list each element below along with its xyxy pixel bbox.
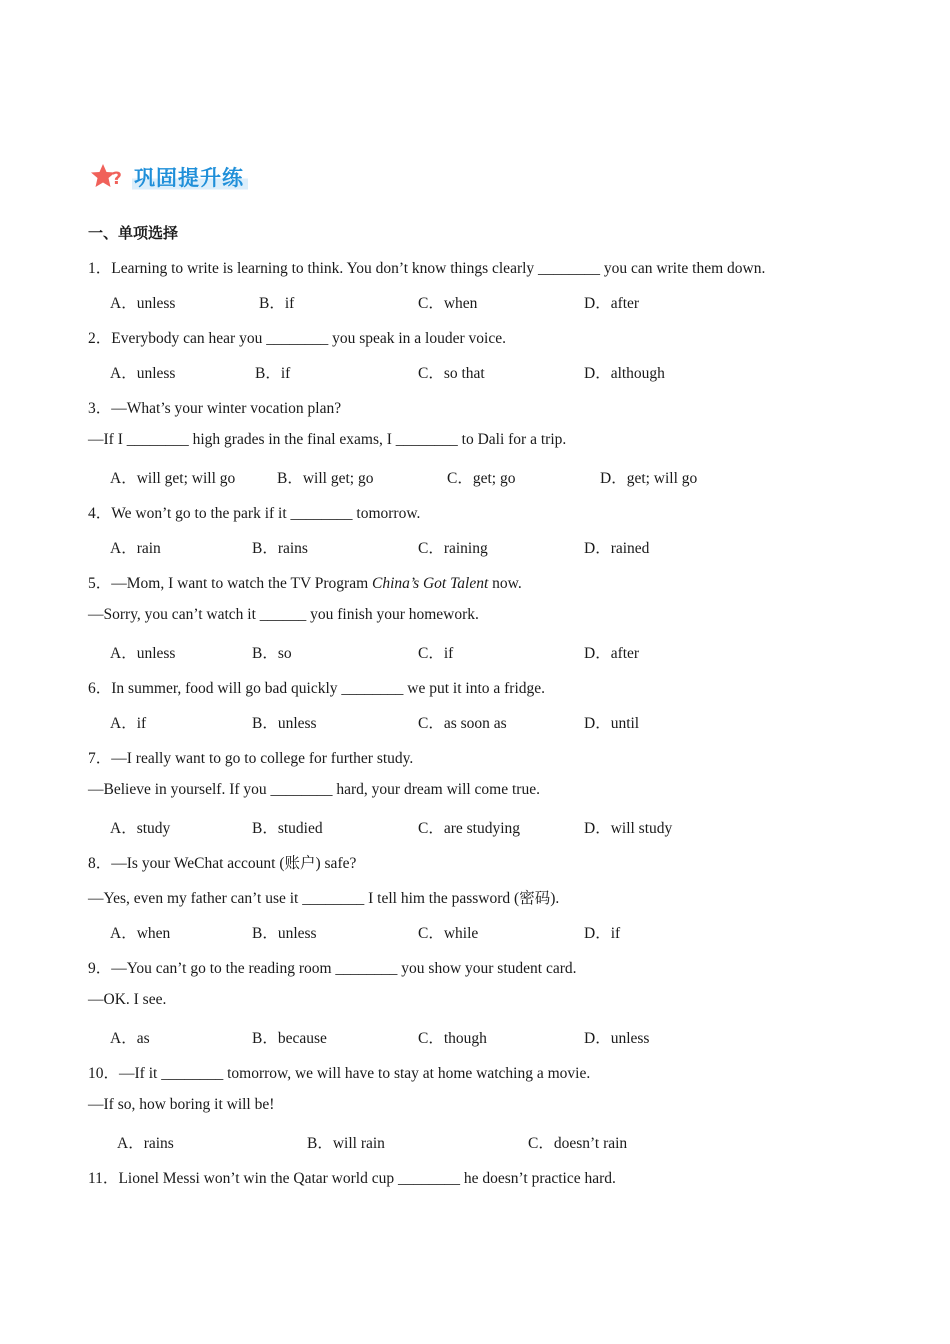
question-stem: —You can’t go to the reading room ________ you show your student card. — [111, 960, 577, 977]
question-stem: —What’s your winter vocation plan? — [111, 400, 342, 417]
option-a[interactable]: A．unless — [110, 645, 176, 662]
question-4 — [88, 501, 420, 523]
question-stem: In summer, food will go bad quickly ________ we put it into a fridge. — [111, 680, 546, 697]
option-b[interactable]: B．if — [259, 295, 295, 312]
question-number: 2． — [88, 330, 112, 347]
question-stem: —Mom, I want to watch the TV Program — [111, 575, 373, 592]
option-d[interactable]: D．get; will go — [600, 470, 698, 487]
program-title: China’s Got Talent — [372, 575, 489, 592]
option-b[interactable]: B．so — [252, 645, 292, 662]
option-a[interactable]: A．rain — [110, 540, 161, 557]
question-number: 3． — [88, 400, 112, 417]
question-stem: We won’t go to the park if it ________ tomorrow. — [111, 505, 421, 522]
option-d[interactable]: D．will study — [584, 820, 673, 837]
question-9 — [88, 956, 577, 978]
option-d[interactable]: D．if — [584, 925, 621, 942]
question-10 — [88, 1061, 590, 1083]
question-number: 1． — [88, 260, 112, 277]
question-stem: Lionel Messi won’t win the Qatar world cup ________ he doesn’t practice hard. — [118, 1170, 616, 1187]
question-3 — [88, 396, 341, 418]
question-number: 9． — [88, 960, 112, 977]
question-number: 6． — [88, 680, 112, 697]
option-c[interactable]: C．doesn’t rain — [528, 1135, 628, 1152]
option-d[interactable]: D．after — [584, 295, 640, 312]
dialog-line: —Sorry, you can’t watch it ______ you finish your homework. — [88, 606, 479, 623]
question-stem: —Is your WeChat account (账户) safe? — [111, 855, 357, 872]
option-b[interactable]: B．because — [252, 1030, 327, 1047]
dialog-line: —If so, how boring it will be! — [88, 1096, 275, 1113]
option-a[interactable]: A．rains — [117, 1135, 174, 1152]
question-7 — [88, 746, 413, 768]
question-stem-end: now. — [488, 575, 522, 592]
option-b[interactable]: B．will rain — [307, 1135, 385, 1152]
option-b[interactable]: B．if — [255, 365, 291, 382]
section-banner — [90, 160, 248, 194]
option-c[interactable]: C．get; go — [447, 470, 516, 487]
option-d[interactable]: D．although — [584, 365, 665, 382]
option-d[interactable]: D．rained — [584, 540, 650, 557]
dialog-line: —Yes, even my father can’t use it ________ I tell him the password (密码). — [88, 890, 560, 907]
option-c[interactable]: C．when — [418, 295, 478, 312]
question-number: 5． — [88, 575, 112, 592]
option-a[interactable]: A．study — [110, 820, 171, 837]
question-stem: Learning to write is learning to think. You don’t know things clearly ________ you can write them down. — [111, 260, 766, 277]
question-number: 11． — [88, 1170, 119, 1187]
option-a[interactable]: A．when — [110, 925, 171, 942]
question-number: 8． — [88, 855, 112, 872]
option-c[interactable]: C．as soon as — [418, 715, 507, 732]
option-b[interactable]: B．unless — [252, 715, 317, 732]
option-c[interactable]: C．if — [418, 645, 454, 662]
dialog-line: —OK. I see. — [88, 991, 167, 1008]
dialog-line: —If I ________ high grades in the final exams, I ________ to Dali for a trip. — [88, 431, 567, 448]
option-a[interactable]: A．unless — [110, 295, 176, 312]
question-stem: Everybody can hear you ________ you speak in a louder voice. — [111, 330, 506, 347]
question-2 — [88, 326, 506, 348]
option-b[interactable]: B．studied — [252, 820, 323, 837]
option-a[interactable]: A．unless — [110, 365, 176, 382]
star-icon — [90, 162, 126, 192]
question-6 — [88, 676, 545, 698]
option-a[interactable]: A．will get; will go — [110, 470, 236, 487]
option-d[interactable]: D．after — [584, 645, 640, 662]
option-a[interactable]: A．if — [110, 715, 147, 732]
question-5 — [88, 571, 522, 593]
option-b[interactable]: B．rains — [252, 540, 308, 557]
option-c[interactable]: C．so that — [418, 365, 485, 382]
option-b[interactable]: B．unless — [252, 925, 317, 942]
question-1 — [88, 256, 765, 278]
banner-title: 巩固提升练 — [132, 162, 248, 192]
option-d[interactable]: D．unless — [584, 1030, 650, 1047]
option-c[interactable]: C．though — [418, 1030, 487, 1047]
option-d[interactable]: D．until — [584, 715, 640, 732]
option-c[interactable]: C．raining — [418, 540, 488, 557]
question-stem: —If it ________ tomorrow, we will have to stay at home watching a movie. — [119, 1065, 591, 1082]
question-11 — [88, 1166, 616, 1188]
question-stem: —I really want to go to college for further study. — [111, 750, 414, 767]
svg-text:?: ? — [112, 169, 122, 189]
question-number: 7． — [88, 750, 112, 767]
question-8 — [88, 851, 356, 873]
question-number: 4． — [88, 505, 112, 522]
question-number: 10． — [88, 1065, 120, 1082]
option-c[interactable]: C．are studying — [418, 820, 521, 837]
section-title: 一、单项选择 — [88, 224, 179, 242]
option-b[interactable]: B．will get; go — [277, 470, 374, 487]
dialog-line: —Believe in yourself. If you ________ hard, your dream will come true. — [88, 781, 540, 798]
option-c[interactable]: C．while — [418, 925, 479, 942]
option-a[interactable]: A．as — [110, 1030, 150, 1047]
